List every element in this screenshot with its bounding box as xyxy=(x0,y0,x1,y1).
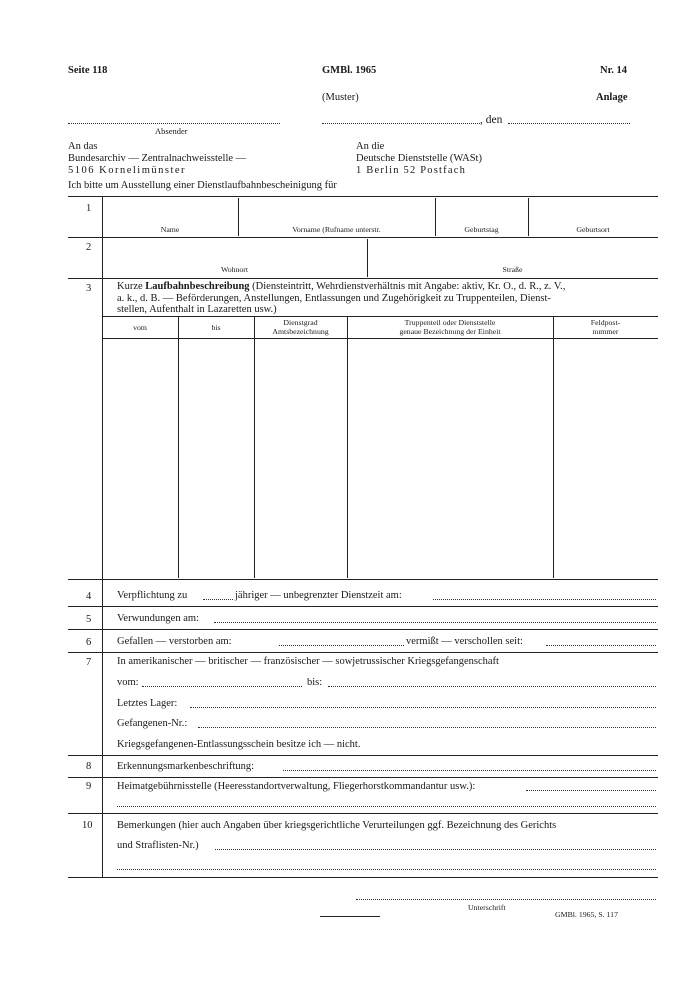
number-column-divider xyxy=(102,196,103,878)
verpflichtung-label: Verpflichtung zu xyxy=(117,590,188,601)
gefangenen-nr-label: Gefangenen-Nr.: xyxy=(117,718,188,729)
dienstzeit-label: jähriger — unbegrenzter Dienstzeit am: xyxy=(235,590,402,601)
request-text: Ich bitte um Ausstellung einer Dienstlaufbahnbescheinigung für xyxy=(68,180,337,191)
dienstzeit-field[interactable] xyxy=(433,599,656,600)
geburtstag-label: Geburtstag xyxy=(464,225,499,234)
col-feldpost xyxy=(553,318,658,336)
row-number-7: 7 xyxy=(86,657,92,668)
laufbahn-intro: Kurze xyxy=(117,281,143,292)
signature-line[interactable] xyxy=(356,899,656,900)
geburtsort-label: Geburtsort xyxy=(576,225,610,234)
row-number-10: 10 xyxy=(82,820,93,831)
row-number-1: 1 xyxy=(86,203,92,214)
heimat-label: Heimatgebührnisstelle (Heeresstandortverwaltung, Fliegerhorstkommandantur usw.): xyxy=(117,781,476,792)
lager-label: Letztes Lager: xyxy=(117,698,178,709)
gefallen-label: Gefallen — verstorben am: xyxy=(117,636,232,647)
col-feldpost-line1: Feldpost- xyxy=(590,318,621,327)
date-line[interactable] xyxy=(508,123,630,124)
vermisst-field[interactable] xyxy=(546,645,656,646)
row-number-4: 4 xyxy=(86,591,92,602)
row-number-5: 5 xyxy=(86,614,92,625)
vom-label: vom: xyxy=(117,677,139,688)
bemerkungen-field-2[interactable] xyxy=(117,869,656,870)
row-number-6: 6 xyxy=(86,637,92,648)
absender-line[interactable] xyxy=(68,123,280,124)
verwundungen-label: Verwundungen am: xyxy=(117,613,199,624)
bemerkungen-field[interactable] xyxy=(215,849,656,850)
lager-field[interactable] xyxy=(190,707,656,708)
vorname-label: Vorname (Rufname unterstr. xyxy=(292,225,381,234)
address-left-line3: 5106 Kornelimünster xyxy=(68,165,187,176)
col-dienstgrad xyxy=(254,318,347,336)
gefangenen-nr-field[interactable] xyxy=(198,727,656,728)
name-label: Name xyxy=(160,225,180,234)
anlage-label: Anlage xyxy=(596,92,628,103)
col-bis: bis xyxy=(211,323,221,332)
row-number-9: 9 xyxy=(86,781,92,792)
bis-field[interactable] xyxy=(328,686,656,687)
den-label: , den xyxy=(480,114,503,126)
laufbahn-heading: Laufbahnbeschreibung xyxy=(145,281,250,292)
address-right-line1: An die xyxy=(356,141,385,152)
row-number-2: 2 xyxy=(86,242,92,253)
col-dienstgrad-line2: Amtsbezeichnung xyxy=(272,327,329,336)
footer-reference: GMBl. 1965, S. 117 xyxy=(555,910,618,919)
absender-label: Absender xyxy=(155,126,188,136)
address-left xyxy=(68,141,246,177)
address-left-line2: Bundesarchiv — Zentralnachweisstelle — xyxy=(68,153,247,164)
gefangenschaft-label: In amerikanischer — britischer — französischer — sowjetrussischer Kriegsgefangenschaft xyxy=(117,656,499,667)
address-left-line1: An das xyxy=(68,141,98,152)
laufbahn-line2: a. k., d. B. — Beförderungen, Anstellungen, Entlassungen und Zugehörigkeit zu Truppenteilen, Dienst- xyxy=(117,292,551,304)
erkennungsmarke-field[interactable] xyxy=(283,770,656,771)
col-truppenteil xyxy=(347,318,553,336)
bemerkungen-label: Bemerkungen (hier auch Angaben über kriegsgerichtliche Verurteilungen ggf. Bezeichnung des Gerichts xyxy=(117,820,557,831)
strasse-label: Straße xyxy=(502,265,523,274)
laufbahn-line3: stellen, Aufenthalt in Lazaretten usw.) xyxy=(117,304,277,315)
col-vom: vom xyxy=(133,323,147,332)
verwundungen-field[interactable] xyxy=(214,622,656,623)
journal-title: GMBl. 1965 xyxy=(322,65,377,76)
heimat-field[interactable] xyxy=(526,790,656,791)
footer-rule xyxy=(320,916,380,917)
erkennungsmarke-label: Erkennungsmarkenbeschriftung: xyxy=(117,761,255,772)
vom-field[interactable] xyxy=(142,686,302,687)
issue-number: Nr. 14 xyxy=(600,65,628,76)
row-number-8: 8 xyxy=(86,761,92,772)
straflisten-label: und Straflisten-Nr.) xyxy=(117,840,199,851)
unterschrift-label: Unterschrift xyxy=(468,903,506,912)
verpflichtung-years-field[interactable] xyxy=(203,599,233,600)
heimat-field-2[interactable] xyxy=(117,806,656,807)
muster-label: (Muster) xyxy=(322,92,359,103)
col-dienstgrad-line1: Dienstgrad xyxy=(283,318,318,327)
col-truppenteil-line1: Truppenteil oder Dienststelle xyxy=(404,318,496,327)
gefallen-field[interactable] xyxy=(279,645,404,646)
laufbahn-line1: (Diensteintritt, Wehrdienstverhältnis mit Angabe: aktiv, Kr. O., d. R., z. V., xyxy=(252,281,566,292)
laufbahn-description xyxy=(117,281,565,316)
vermisst-label: vermißt — verschollen seit: xyxy=(406,636,523,647)
address-right xyxy=(356,141,482,177)
entlassungsschein-label: Kriegsgefangenen-Entlassungsschein besitze ich — nicht. xyxy=(117,739,361,750)
place-line[interactable] xyxy=(322,123,480,124)
bis-label: bis: xyxy=(307,677,323,688)
address-right-line2: Deutsche Dienststelle (WASt) xyxy=(356,153,482,164)
wohnort-label: Wohnort xyxy=(220,265,249,274)
col-truppenteil-line2: genaue Bezeichnung der Einheit xyxy=(399,327,501,336)
row-number-3: 3 xyxy=(86,283,92,294)
page-number: Seite 118 xyxy=(68,65,108,76)
col-feldpost-line2: nummer xyxy=(592,327,619,336)
address-right-line3: 1 Berlin 52 Postfach xyxy=(356,165,467,176)
